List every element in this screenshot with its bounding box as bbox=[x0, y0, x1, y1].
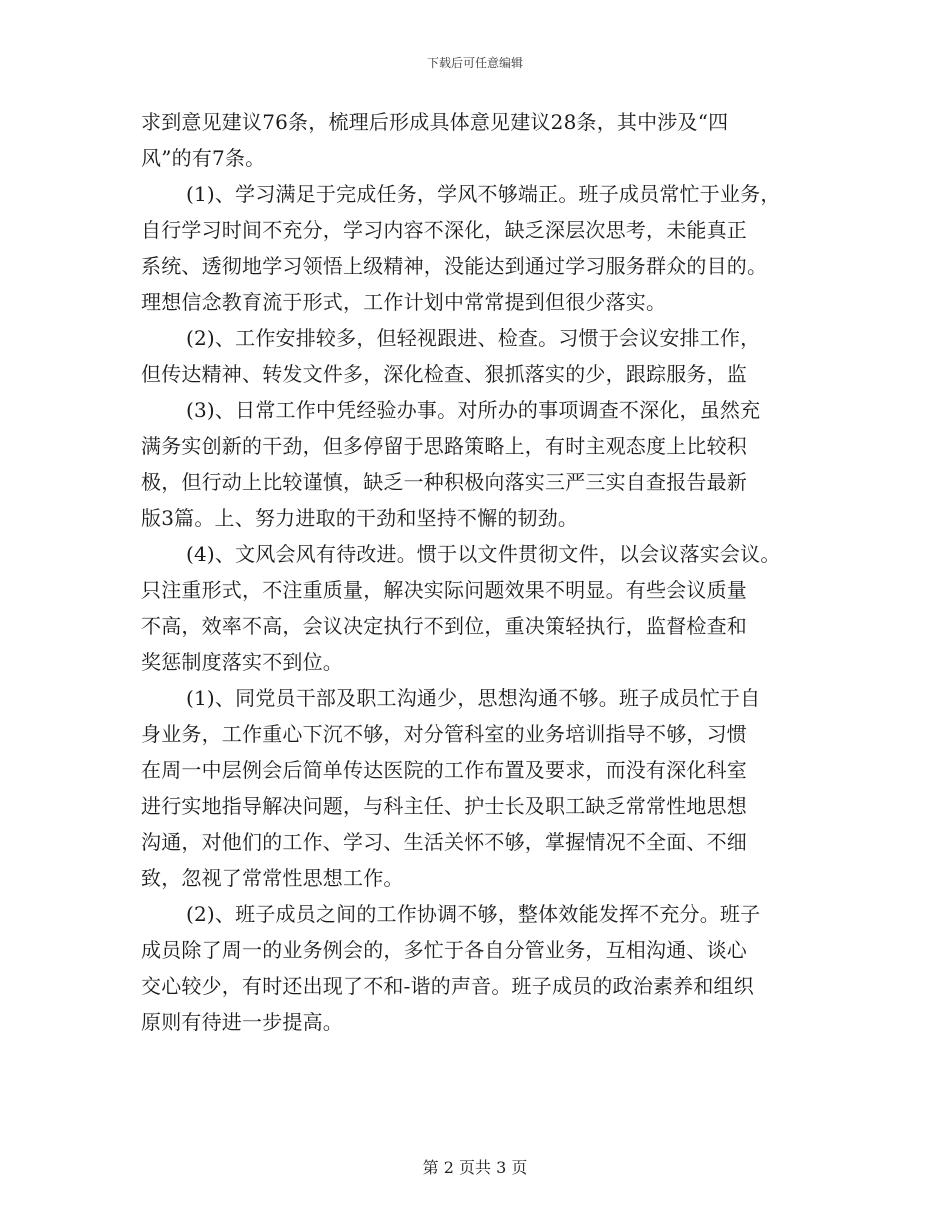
text-line: 不高，效率不高，会议决定执行不到位，重决策轻执行，监督检查和 bbox=[141, 614, 747, 638]
paragraph-first-line: (1)、同党员干部及职工沟通少，思想沟通不够。班子成员忙于自 bbox=[186, 686, 761, 710]
text-line: 满务实创新的干劲，但多停留于思路策略上，有时主观态度上比较积 bbox=[141, 434, 747, 458]
text-line: 求到意见建议76条，梳理后形成具体意见建议28条，其中涉及“四 bbox=[141, 110, 729, 134]
text-line: 风”的有7条。 bbox=[141, 146, 266, 170]
paragraph-first-line: (2)、工作安排较多，但轻视跟进、检查。习惯于会议安排工作， bbox=[186, 326, 761, 350]
paragraph-first-line: (2)、班子成员之间的工作协调不够，整体效能发挥不充分。班子 bbox=[186, 902, 761, 926]
text-line: 版3篇。上、努力进取的干劲和坚持不懈的韧劲。 bbox=[141, 506, 579, 530]
text-line: 系统、透彻地学习领悟上级精神，没能达到通过学习服务群众的目的。 bbox=[141, 254, 768, 278]
text-line: 在周一中层例会后简单传达医院的工作布置及要求，而没有深化科室 bbox=[141, 758, 747, 782]
paragraph-first-line: (3)、日常工作中凭经验办事。对所办的事项调查不深化，虽然充 bbox=[186, 398, 761, 422]
text-line: 极，但行动上比较谨慎，缺乏一种积极向落实三严三实自查报告最新 bbox=[141, 470, 747, 494]
page-number: 第 2 页共 3 页 bbox=[422, 1158, 528, 1177]
document-body bbox=[141, 104, 831, 1040]
page-header-note: 下载后可任意编辑 bbox=[426, 56, 523, 70]
text-line: 原则有待进一步提高。 bbox=[141, 1010, 343, 1034]
paragraph-first-line: (4)、文风会风有待改进。惯于以文件贯彻文件，以会议落实会议。 bbox=[186, 542, 781, 566]
text-line: 沟通，对他们的工作、学习、生活关怀不够，掌握情况不全面、不细 bbox=[141, 830, 747, 854]
text-line: 理想信念教育流于形式，工作计划中常常提到但很少落实。 bbox=[141, 290, 667, 314]
text-line: 交心较少，有时还出现了不和-谐的声音。班子成员的政治素养和组织 bbox=[141, 974, 754, 998]
text-line: 但传达精神、转发文件多，深化检查、狠抓落实的少，跟踪服务，监 bbox=[141, 362, 747, 386]
text-line: 自行学习时间不充分，学习内容不深化，缺乏深层次思考，未能真正 bbox=[141, 218, 747, 242]
text-line: 身业务，工作重心下沉不够，对分管科室的业务培训指导不够，习惯 bbox=[141, 722, 747, 746]
text-line: 致，忽视了常常性思想工作。 bbox=[141, 866, 404, 890]
text-line: 成员除了周一的业务例会的，多忙于各自分管业务，互相沟通、谈心 bbox=[141, 938, 747, 962]
text-line: 奖惩制度落实不到位。 bbox=[141, 650, 343, 674]
text-line: 进行实地指导解决问题，与科主任、护士长及职工缺乏常常性地思想 bbox=[141, 794, 747, 818]
paragraph-first-line: (1)、学习满足于完成任务，学风不够端正。班子成员常忙于业务， bbox=[186, 182, 781, 206]
text-line: 只注重形式，不注重质量，解决实际问题效果不明显。有些会议质量 bbox=[141, 578, 747, 602]
